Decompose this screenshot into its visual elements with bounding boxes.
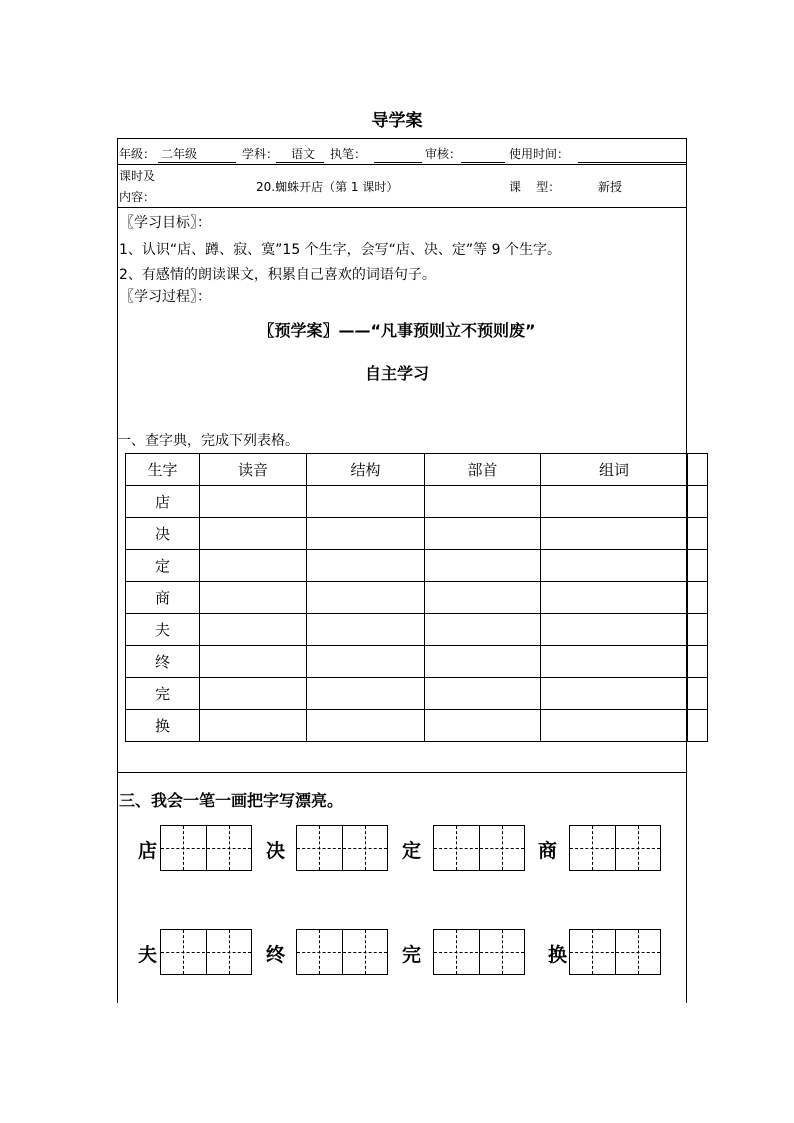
section1-heading: 一、查字典，完成下列表格。 bbox=[117, 433, 299, 449]
subject-value: 语文 bbox=[291, 147, 316, 161]
table-cell-extra bbox=[688, 454, 708, 486]
writing-char-label: 商 bbox=[538, 840, 558, 862]
table-cell-extra bbox=[688, 486, 708, 518]
pinyin-cell[interactable] bbox=[200, 486, 307, 518]
radical-cell[interactable] bbox=[425, 710, 541, 742]
writing-char-label: 换 bbox=[548, 944, 568, 966]
structure-cell[interactable] bbox=[307, 582, 425, 614]
writing-grid[interactable] bbox=[569, 825, 661, 871]
section-divider bbox=[117, 772, 687, 773]
writing-char-label: 夫 bbox=[138, 944, 158, 966]
column-header-structure: 结构 bbox=[307, 454, 425, 486]
table-row bbox=[126, 614, 708, 646]
char-cell: 店 bbox=[126, 486, 200, 518]
writing-grid[interactable] bbox=[433, 825, 525, 871]
radical-cell[interactable] bbox=[425, 614, 541, 646]
structure-cell[interactable] bbox=[307, 646, 425, 678]
table-row bbox=[126, 550, 708, 582]
table-cell-extra bbox=[688, 710, 708, 742]
type-value: 新授 bbox=[598, 180, 623, 194]
pinyin-cell[interactable] bbox=[200, 678, 307, 710]
header-divider bbox=[117, 164, 687, 165]
process-heading: 〖学习过程〗： bbox=[120, 289, 211, 305]
table-cell-extra bbox=[688, 678, 708, 710]
writing-char-label: 定 bbox=[402, 840, 422, 862]
words-cell[interactable] bbox=[541, 678, 688, 710]
radical-cell[interactable] bbox=[425, 518, 541, 550]
radical-cell[interactable] bbox=[425, 582, 541, 614]
section3-heading: 三、我会一笔一画把字写漂亮。 bbox=[119, 791, 344, 810]
char-cell: 决 bbox=[126, 518, 200, 550]
words-cell[interactable] bbox=[541, 550, 688, 582]
char-cell: 定 bbox=[126, 550, 200, 582]
dictionary-table bbox=[125, 453, 708, 742]
char-cell: 终 bbox=[126, 646, 200, 678]
structure-cell[interactable] bbox=[307, 710, 425, 742]
radical-cell[interactable] bbox=[425, 678, 541, 710]
writing-grid[interactable] bbox=[569, 929, 661, 975]
frame-left-border bbox=[117, 138, 118, 1003]
radical-cell[interactable] bbox=[425, 646, 541, 678]
table-cell-extra bbox=[688, 518, 708, 550]
table-row bbox=[126, 486, 708, 518]
table-header-row bbox=[126, 454, 708, 486]
time-underline bbox=[578, 162, 686, 163]
structure-cell[interactable] bbox=[307, 486, 425, 518]
words-cell[interactable] bbox=[541, 614, 688, 646]
structure-cell[interactable] bbox=[307, 678, 425, 710]
writing-char-label: 终 bbox=[266, 944, 286, 966]
char-cell: 商 bbox=[126, 582, 200, 614]
pinyin-cell[interactable] bbox=[200, 710, 307, 742]
structure-cell[interactable] bbox=[307, 518, 425, 550]
radical-cell[interactable] bbox=[425, 486, 541, 518]
char-cell: 完 bbox=[126, 678, 200, 710]
grade-label: 年级： bbox=[119, 147, 156, 161]
preview-heading: 〖预学案〗——“凡事预则立不预则废” bbox=[258, 321, 536, 340]
grade-value: 二年级 bbox=[161, 147, 198, 161]
table-cell-extra bbox=[688, 550, 708, 582]
table-row bbox=[126, 646, 708, 678]
words-cell[interactable] bbox=[541, 710, 688, 742]
goals-heading: 〖学习目标〗： bbox=[120, 215, 211, 231]
char-cell: 夫 bbox=[126, 614, 200, 646]
words-cell[interactable] bbox=[541, 486, 688, 518]
frame-top-border bbox=[117, 138, 687, 139]
char-cell: 换 bbox=[126, 710, 200, 742]
column-header-pinyin: 读音 bbox=[200, 454, 307, 486]
pinyin-cell[interactable] bbox=[200, 518, 307, 550]
words-cell[interactable] bbox=[541, 518, 688, 550]
structure-cell[interactable] bbox=[307, 550, 425, 582]
words-cell[interactable] bbox=[541, 646, 688, 678]
goal-item-1: 1、认识“店、蹲、寂、寞”15 个生字，会写“店、决、定”等 9 个生字。 bbox=[119, 242, 561, 258]
table-cell-extra bbox=[688, 582, 708, 614]
pinyin-cell[interactable] bbox=[200, 646, 307, 678]
lesson-label-line2: 内容： bbox=[119, 190, 156, 204]
pinyin-cell[interactable] bbox=[200, 550, 307, 582]
table-cell-extra bbox=[688, 646, 708, 678]
preview-subheading: 自主学习 bbox=[364, 364, 429, 383]
author-underline bbox=[374, 162, 422, 163]
writing-char-label: 完 bbox=[402, 944, 422, 966]
review-label: 审核： bbox=[425, 147, 462, 161]
subject-underline bbox=[276, 162, 324, 163]
table-row bbox=[126, 518, 708, 550]
writing-grid[interactable] bbox=[296, 929, 388, 975]
review-underline bbox=[461, 162, 505, 163]
lesson-value: 20.蜘蛛开店（第 1 课时） bbox=[256, 180, 399, 194]
table-row bbox=[126, 678, 708, 710]
table-row bbox=[126, 710, 708, 742]
column-header-char: 生字 bbox=[126, 454, 200, 486]
writing-grid[interactable] bbox=[433, 929, 525, 975]
table-cell-extra bbox=[688, 614, 708, 646]
type-label: 课 型： bbox=[509, 180, 561, 194]
grade-underline bbox=[158, 162, 236, 163]
writing-char-label: 店 bbox=[138, 840, 158, 862]
table-row bbox=[126, 582, 708, 614]
radical-cell[interactable] bbox=[425, 550, 541, 582]
lesson-divider bbox=[117, 207, 687, 208]
author-label: 执笔： bbox=[330, 147, 367, 161]
writing-grid[interactable] bbox=[160, 929, 252, 975]
words-cell[interactable] bbox=[541, 582, 688, 614]
time-label: 使用时间： bbox=[509, 147, 570, 161]
page-title: 导学案 bbox=[371, 111, 423, 131]
column-header-words: 组词 bbox=[541, 454, 688, 486]
pinyin-cell[interactable] bbox=[200, 582, 307, 614]
subject-label: 学科： bbox=[242, 147, 279, 161]
lesson-label-line1: 课时及 bbox=[119, 169, 156, 183]
pinyin-cell[interactable] bbox=[200, 614, 307, 646]
structure-cell[interactable] bbox=[307, 614, 425, 646]
writing-char-label: 决 bbox=[266, 840, 286, 862]
writing-grid[interactable] bbox=[296, 825, 388, 871]
goal-item-2: 2、有感情的朗读课文，积累自己喜欢的词语句子。 bbox=[119, 267, 436, 283]
column-header-radical: 部首 bbox=[425, 454, 541, 486]
writing-grid[interactable] bbox=[160, 825, 252, 871]
